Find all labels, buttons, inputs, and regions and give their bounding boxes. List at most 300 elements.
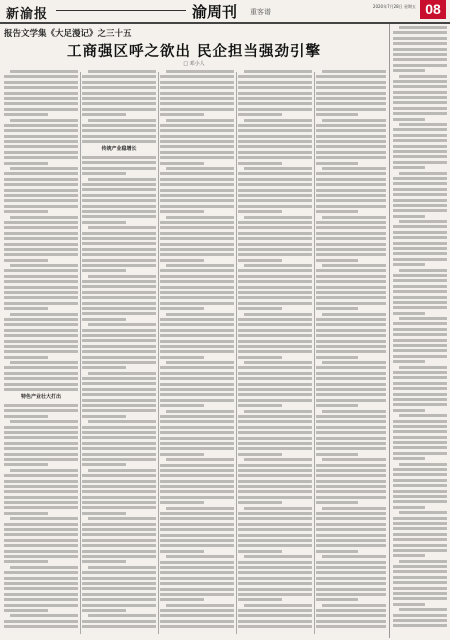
text-line <box>4 226 78 229</box>
text-line <box>82 92 156 95</box>
text-line <box>82 550 156 553</box>
text-line <box>4 490 78 493</box>
text-line <box>393 533 447 536</box>
text-line <box>393 64 447 67</box>
text-line <box>393 538 447 541</box>
text-line <box>82 183 156 186</box>
text-line <box>399 269 447 272</box>
text-line <box>88 566 156 569</box>
text-line <box>238 447 312 450</box>
text-line <box>238 302 312 305</box>
text-line <box>160 92 234 95</box>
text-line <box>160 447 234 450</box>
text-line <box>82 501 156 504</box>
text-line <box>393 376 447 379</box>
text-line <box>160 210 204 213</box>
text-line <box>4 496 78 499</box>
text-line <box>238 598 282 601</box>
text-line <box>316 393 386 396</box>
text-line <box>393 430 447 433</box>
text-line <box>82 393 156 396</box>
text-line <box>238 323 312 326</box>
text-line <box>10 361 78 364</box>
text-line <box>399 511 447 514</box>
text-line <box>238 291 312 294</box>
text-line <box>82 490 156 493</box>
text-line <box>316 404 358 407</box>
text-line <box>160 561 234 564</box>
text-line <box>82 377 156 380</box>
text-line <box>399 172 447 175</box>
text-line <box>82 345 156 348</box>
text-line <box>160 501 204 504</box>
text-line <box>4 582 78 585</box>
text-line <box>4 248 78 251</box>
text-line <box>238 517 312 520</box>
text-line <box>82 81 156 84</box>
text-line <box>82 458 156 461</box>
text-line <box>160 237 234 240</box>
text-line <box>238 340 312 343</box>
article-headline: 工商强区呼之欲出 民企担当强劲引擎 <box>66 43 322 60</box>
text-line <box>322 361 386 364</box>
text-line <box>160 162 204 165</box>
text-line <box>82 485 156 488</box>
text-line <box>82 560 126 563</box>
text-line <box>393 215 425 218</box>
text-line <box>322 604 386 607</box>
text-line <box>4 108 78 111</box>
text-line <box>160 253 234 256</box>
text-line <box>393 279 447 282</box>
text-line <box>166 458 234 461</box>
text-line <box>88 517 156 520</box>
text-line <box>82 205 156 208</box>
text-line <box>244 264 312 267</box>
text-line <box>322 410 386 413</box>
text-line <box>10 313 78 316</box>
text-line <box>82 253 156 256</box>
text-line <box>82 221 126 224</box>
text-line <box>82 426 156 429</box>
text-line <box>160 366 234 369</box>
text-line <box>88 614 156 617</box>
text-line <box>160 205 234 208</box>
text-line <box>82 463 126 466</box>
text-line <box>160 453 204 456</box>
text-line <box>160 156 234 159</box>
text-line <box>316 614 386 617</box>
text-line <box>238 437 312 440</box>
text-line <box>160 469 234 472</box>
text-line <box>316 474 386 477</box>
text-line <box>160 393 234 396</box>
text-line <box>10 566 78 569</box>
text-line <box>316 199 386 202</box>
text-line <box>393 96 447 99</box>
text-line <box>316 539 386 542</box>
text-line <box>393 306 447 309</box>
text-line <box>4 463 48 466</box>
text-line <box>160 113 204 116</box>
text-line <box>393 554 425 557</box>
text-line <box>316 86 386 89</box>
text-line <box>4 560 48 563</box>
text-line <box>244 216 312 219</box>
text-line <box>316 189 386 192</box>
text-line <box>160 302 234 305</box>
text-line <box>316 415 386 418</box>
text-line <box>316 102 386 105</box>
text-line <box>4 528 78 531</box>
text-line <box>4 156 78 159</box>
text-line <box>316 334 386 337</box>
text-line <box>4 129 78 132</box>
text-line <box>393 436 447 439</box>
text-line <box>393 204 447 207</box>
text-line <box>393 139 447 142</box>
text-line <box>82 296 156 299</box>
text-line <box>82 194 156 197</box>
text-line <box>160 280 234 283</box>
text-line <box>4 345 78 348</box>
text-line <box>4 280 78 283</box>
text-line <box>160 571 234 574</box>
text-line <box>316 232 386 235</box>
text-line <box>4 210 48 213</box>
text-line <box>82 242 156 245</box>
text-line <box>160 437 234 440</box>
column-divider <box>80 72 81 634</box>
text-line <box>316 372 386 375</box>
text-line <box>316 75 386 78</box>
text-line <box>4 92 78 95</box>
text-line <box>160 286 234 289</box>
text-line <box>316 135 386 138</box>
text-line <box>82 113 126 116</box>
text-line <box>316 129 386 132</box>
text-line <box>238 625 312 628</box>
text-line <box>238 442 312 445</box>
text-line <box>238 280 312 283</box>
text-line <box>4 366 78 369</box>
text-line <box>238 296 312 299</box>
text-line <box>82 199 156 202</box>
text-line <box>316 544 386 547</box>
text-line <box>238 453 282 456</box>
text-line <box>316 561 386 564</box>
text-line <box>393 403 447 406</box>
text-line <box>316 124 386 127</box>
text-line <box>393 85 447 88</box>
text-line <box>166 216 234 219</box>
text-line <box>393 452 447 455</box>
text-line <box>4 340 78 343</box>
text-line <box>316 399 386 402</box>
text-line <box>238 388 312 391</box>
text-line <box>393 150 447 153</box>
text-line <box>238 496 312 499</box>
text-line <box>82 210 156 213</box>
text-line <box>393 274 447 277</box>
text-line <box>393 597 447 600</box>
text-line <box>166 70 234 73</box>
text-line <box>399 560 447 563</box>
text-line <box>10 70 78 73</box>
text-line <box>4 453 78 456</box>
text-line <box>316 620 386 623</box>
text-line <box>322 555 386 558</box>
text-line <box>160 259 204 262</box>
text-line <box>316 577 386 580</box>
text-line <box>316 280 386 283</box>
text-line <box>160 189 234 192</box>
text-line <box>4 409 78 412</box>
text-line <box>238 350 312 353</box>
text-line <box>393 290 447 293</box>
text-line <box>316 501 358 504</box>
text-line <box>4 577 78 580</box>
text-line <box>393 161 447 164</box>
text-line <box>160 539 234 542</box>
text-line <box>160 528 234 531</box>
text-line <box>160 609 234 612</box>
text-line <box>238 92 312 95</box>
text-line <box>393 296 447 299</box>
text-column-3 <box>160 70 234 636</box>
text-line <box>160 81 234 84</box>
text-line <box>160 377 234 380</box>
text-line <box>4 183 78 186</box>
text-line <box>393 544 447 547</box>
text-line <box>4 426 78 429</box>
text-line <box>393 118 425 121</box>
text-line <box>82 474 156 477</box>
text-line <box>238 237 312 240</box>
text-line <box>166 507 234 510</box>
text-line <box>82 555 156 558</box>
text-line <box>238 275 312 278</box>
text-line <box>393 247 447 250</box>
text-line <box>160 566 234 569</box>
text-line <box>238 253 312 256</box>
text-line <box>244 604 312 607</box>
text-line <box>4 544 78 547</box>
text-line <box>316 302 386 305</box>
text-line <box>238 269 312 272</box>
text-line <box>82 453 156 456</box>
text-line <box>4 480 78 483</box>
text-line <box>4 253 78 256</box>
text-line <box>393 128 447 131</box>
text-line <box>393 231 447 234</box>
text-line <box>316 550 358 553</box>
text-line <box>160 544 234 547</box>
text-line <box>4 178 78 181</box>
text-line <box>82 97 156 100</box>
text-line <box>4 162 48 165</box>
text-line <box>316 517 386 520</box>
text-line <box>238 307 282 310</box>
text-line <box>244 458 312 461</box>
text-line <box>316 523 386 526</box>
text-line <box>316 329 386 332</box>
text-line <box>393 398 447 401</box>
text-line <box>160 323 234 326</box>
text-line <box>4 523 78 526</box>
text-line <box>4 113 48 116</box>
text-column-1 <box>4 70 78 636</box>
text-line <box>82 382 156 385</box>
text-line <box>238 490 312 493</box>
text-line <box>393 473 447 476</box>
text-line <box>238 415 312 418</box>
text-line <box>316 490 386 493</box>
text-line <box>82 388 156 391</box>
text-line <box>393 517 447 520</box>
text-line <box>82 506 156 509</box>
text-line <box>393 209 447 212</box>
text-line <box>160 614 234 617</box>
text-line <box>82 291 156 294</box>
text-line <box>160 129 234 132</box>
text-line <box>393 107 447 110</box>
text-line <box>82 350 156 353</box>
text-line <box>166 410 234 413</box>
text-line <box>82 108 156 111</box>
text-line <box>238 329 312 332</box>
text-line <box>4 318 78 321</box>
text-line <box>160 145 234 148</box>
section-subtitle: 重客谱 <box>250 8 271 16</box>
text-line <box>393 31 447 34</box>
text-line <box>238 588 312 591</box>
text-line <box>4 604 78 607</box>
text-line <box>316 259 358 262</box>
text-line <box>393 565 447 568</box>
text-line <box>316 383 386 386</box>
text-line <box>4 485 78 488</box>
text-line <box>10 469 78 472</box>
text-line <box>393 484 447 487</box>
text-line <box>10 420 78 423</box>
text-line <box>4 97 78 100</box>
text-line <box>316 388 386 391</box>
text-line <box>393 48 447 51</box>
text-line <box>4 329 78 332</box>
text-line <box>4 377 78 380</box>
text-line <box>393 479 447 482</box>
text-line <box>316 534 386 537</box>
text-line <box>393 134 447 137</box>
text-line <box>160 334 234 337</box>
text-line <box>316 81 386 84</box>
text-line <box>82 436 156 439</box>
text-line <box>4 221 78 224</box>
text-line <box>82 285 156 288</box>
text-line <box>393 242 447 245</box>
text-line <box>160 221 234 224</box>
text-line <box>166 313 234 316</box>
text-line <box>316 248 386 251</box>
text-line <box>88 323 156 326</box>
text-line <box>393 387 447 390</box>
text-line <box>4 323 78 326</box>
text-line <box>393 91 447 94</box>
text-line <box>160 474 234 477</box>
text-line <box>316 162 358 165</box>
text-line <box>316 431 386 434</box>
text-line <box>88 275 156 278</box>
text-line <box>393 360 425 363</box>
text-line <box>316 296 386 299</box>
text-line <box>4 232 78 235</box>
text-line <box>238 377 312 380</box>
text-line <box>82 528 156 531</box>
text-line <box>4 194 78 197</box>
text-line <box>316 97 386 100</box>
text-line <box>316 366 386 369</box>
text-line <box>160 140 234 143</box>
text-line <box>316 582 386 585</box>
masthead-rule <box>56 10 186 11</box>
text-line <box>4 243 78 246</box>
text-line <box>4 286 78 289</box>
text-line <box>393 522 447 525</box>
text-line <box>238 614 312 617</box>
text-line <box>82 124 156 127</box>
text-line <box>316 194 386 197</box>
text-line <box>238 528 312 531</box>
text-line <box>82 280 156 283</box>
text-line <box>160 485 234 488</box>
text-line <box>399 608 447 611</box>
text-line <box>316 480 386 483</box>
text-line <box>4 296 78 299</box>
text-line <box>393 312 425 315</box>
text-line <box>160 415 234 418</box>
text-line <box>238 620 312 623</box>
article-subhead: 传统产业稳增长 <box>101 146 137 153</box>
text-line <box>4 436 78 439</box>
text-line <box>10 614 78 617</box>
text-line <box>238 566 312 569</box>
text-line <box>316 598 358 601</box>
text-line <box>316 178 386 181</box>
text-line <box>166 264 234 267</box>
page-number-badge: 08 <box>420 0 446 19</box>
text-line <box>238 145 312 148</box>
text-line <box>160 350 234 353</box>
text-line <box>82 269 126 272</box>
text-line <box>238 550 282 553</box>
text-line <box>82 237 156 240</box>
text-line <box>4 172 78 175</box>
text-line <box>4 350 78 353</box>
text-line <box>10 119 78 122</box>
text-line <box>82 264 156 267</box>
text-line <box>82 356 156 359</box>
text-line <box>393 263 425 266</box>
text-line <box>393 592 447 595</box>
text-line <box>316 140 386 143</box>
text-line <box>238 135 312 138</box>
text-line <box>238 286 312 289</box>
text-line <box>238 399 312 402</box>
text-line <box>393 145 447 148</box>
text-line <box>393 382 447 385</box>
text-line <box>316 350 386 353</box>
